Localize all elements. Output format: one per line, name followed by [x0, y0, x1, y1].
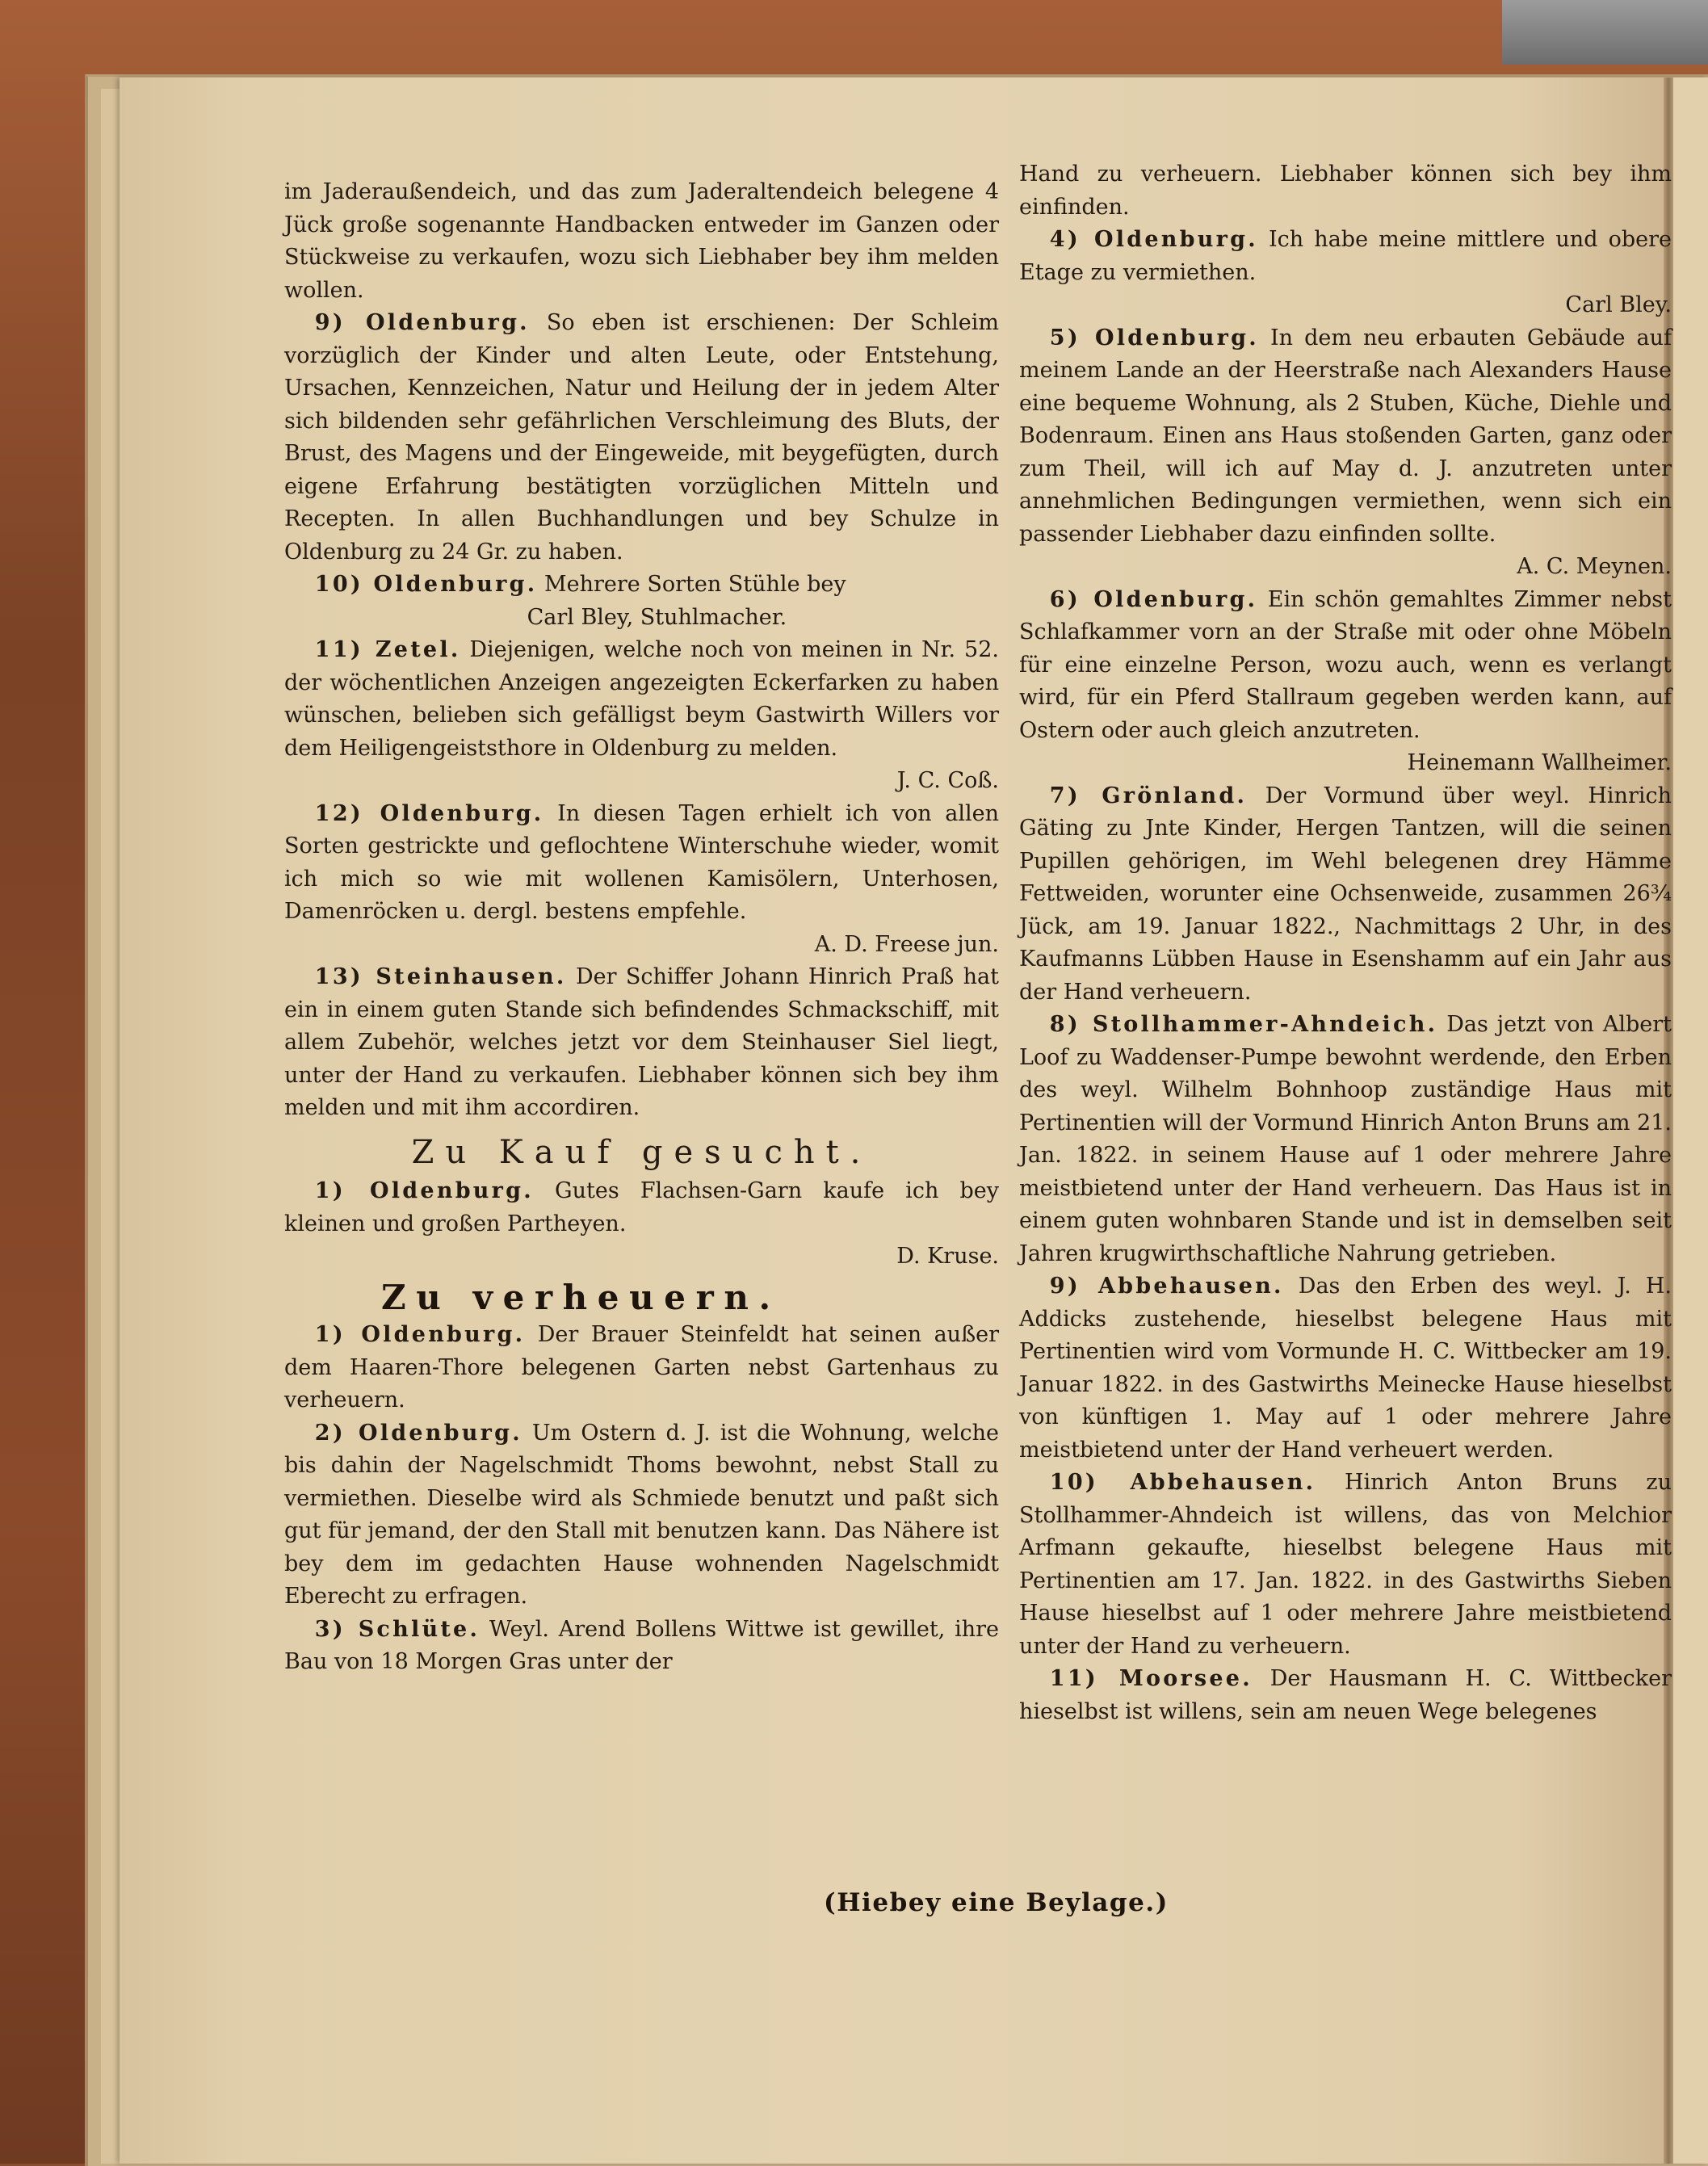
- left-column: [284, 176, 999, 1679]
- advert-paragraph: [1019, 322, 1672, 584]
- advert-text: Das den Erben des weyl. J. H. Addicks zustehende, hieselbst belegene Haus mit Pertinentien wird vom Vormunde H. C. Wittbecker am 19. Januar 1822. in des Gastwirths Meinecke Hause hieselbst von künftigen 1. May auf 1 oder mehrere Jahre meistbietend unter der Hand verheuert werden.: [1019, 1274, 1672, 1463]
- advert-text: Ein schön gemahltes Zimmer nebst Schlafkammer vorn an der Straße mit oder ohne Möbeln für eine einzelne Person, wozu auch, wenn es verlangt wird, für ein Pferd Stallraum gegeben werden kann, auf Ostern oder auch gleich anzutreten.: [1019, 586, 1672, 743]
- advert-text: Hinrich Anton Bruns zu Stollhammer-Ahndeich ist willens, das von Melchior Arfmann gekaufte, hieselbst belegene Haus mit Pertinentien am 17. Jan. 1822. in des Gastwirths Sieben Hause hieselbst auf 1 oder mehrere Jahre meistbietend unter der Hand zu verheuern.: [1019, 1470, 1672, 1659]
- advert-paragraph: [1019, 1663, 1672, 1728]
- advert-text: Um Ostern d. J. ist die Wohnung, welche bis dahin der Nagelschmidt Thoms bewohnt, nebst Stall zu vermiethen. Dieselbe wird als Schmiede benutzt und paßt sich gut für jemand, der den Stall mit benutzen kann. Das Nähere ist bey dem im gedachten Hause wohnenden Nagelschmidt Eberecht zu erfragen.: [284, 1420, 1000, 1609]
- advert-text: So eben ist erschienen: Der Schleim vorzüglich der Kinder und alten Leute, oder Entstehung, Ursachen, Kennzeichen, Natur und Heilung der in jedem Alter sich bildenden sehr gefährlichen Verschleimung des Bluts, der Brust, des Magens und der Eingeweide, mit beygefügten, durch eigene Erfahrung bestätigten vorzüglichen Mitteln und Recepten. In allen Buchhandlungen und bey Schulze in Oldenburg zu 24 Gr. zu haben.: [284, 310, 999, 565]
- advert-place: 9) Oldenburg.: [314, 310, 530, 335]
- advert-paragraph: [284, 307, 999, 569]
- advert-paragraph: [1019, 158, 1672, 224]
- advert-place: 1) Oldenburg.: [314, 1178, 534, 1203]
- advert-text: In dem neu erbauten Gebäude auf meinem Lande an der Heerstraße nach Alexanders Hause eine bequeme Wohnung, als 2 Stuben, Küche, Diehle und Bodenraum. Einen ans Haus stoßenden Garten, ganz oder zum Theil, will ich auf May d. J. anzutreten unter annehmlichen Bedingungen vermiethen, wenn sich ein passender Liebhaber dazu einfinden sollte.: [1019, 325, 1672, 547]
- advert-signature: A. C. Meynen.: [1517, 554, 1672, 579]
- advert-text: im Jaderaußendeich, und das zum Jaderaltendeich belegene 4 Jück große sogenannte Handbacken entweder im Ganzen oder Stückweise zu verkaufen, wozu sich Liebhaber bey ihm melden wollen.: [284, 179, 999, 303]
- advert-place: 3) Schlüte.: [314, 1616, 481, 1642]
- advert-paragraph: [284, 634, 999, 798]
- advert-text: Diejenigen, welche noch von meinen in Nr. 52. der wöchentlichen Anzeigen angezeigten Eckerfarken zu haben wünschen, belieben sich gefälligst beym Gastwirth Willers vor dem Heiligengeiststhore in Oldenburg zu melden.: [284, 637, 999, 761]
- advert-text: Weyl. Arend Bollens Wittwe ist gewillet, ihre Bau von 18 Morgen Gras unter der: [284, 1616, 999, 1674]
- advert-text: Der Schiffer Johann Hinrich Praß hat ein in einem guten Stande sich befindendes Schmackschiff, mit allem Zubehör, welches jetzt vor dem Steinhauser Siel liegt, unter der Hand zu verkaufen. Liebhaber können sich bey ihm melden und mit ihm accordiren.: [284, 964, 999, 1120]
- advert-signature: A. D. Freese jun.: [814, 931, 999, 957]
- section-heading-kauf: Zu Kauf gesucht.: [411, 1133, 872, 1171]
- advert-paragraph: [284, 1175, 999, 1274]
- advert-place: 12) Oldenburg.: [314, 800, 544, 826]
- advert-paragraph: [284, 1417, 999, 1614]
- advert-paragraph: [1019, 584, 1672, 780]
- advert-paragraph: [284, 798, 999, 962]
- advert-paragraph: [284, 1614, 999, 1679]
- advert-signature: D. Kruse.: [896, 1244, 999, 1269]
- advert-paragraph: [1019, 224, 1672, 322]
- advert-paragraph: [284, 569, 999, 634]
- advert-text: Der Hausmann H. C. Wittbecker hieselbst ist willens, sein am neuen Wege belegenes: [1019, 1666, 1672, 1724]
- advert-place: 2) Oldenburg.: [314, 1420, 522, 1446]
- advert-paragraph: [284, 961, 999, 1125]
- advert-text: In diesen Tagen erhielt ich von allen Sorten gestrickte und geflochtene Winterschuhe wieder, womit ich mich so wie mit wollenen Kamisölern, Unterhosen, Damenröcken u. dergl. bestens empfehle.: [284, 800, 999, 924]
- advert-text: Ich habe meine mittlere und obere Etage zu vermiethen.: [1019, 227, 1672, 285]
- facing-page-edge: [1673, 78, 1708, 2164]
- advert-text: Gutes Flachsen-Garn kaufe ich bey kleinen und großen Partheyen.: [284, 1178, 999, 1236]
- advert-place: 5) Oldenburg.: [1049, 325, 1259, 351]
- advert-paragraph: [1019, 1009, 1672, 1270]
- advert-place: 11) Zetel.: [314, 637, 461, 662]
- advert-place: 10) Abbehausen.: [1049, 1470, 1316, 1495]
- advert-signature: Carl Bley, Stuhlmacher.: [527, 604, 787, 630]
- advert-text: Mehrere Sorten Stühle bey: [543, 572, 846, 597]
- advert-paragraph: [1019, 1270, 1672, 1467]
- advert-place: 13) Steinhausen.: [314, 964, 567, 989]
- advert-place: 9) Abbehausen.: [1049, 1274, 1284, 1299]
- advert-paragraph: [284, 176, 999, 307]
- advert-text: Der Vormund über weyl. Hinrich Gäting zu Jnte Kinder, Hergen Tantzen, will die seinen Pupillen gehörigen, im Wehl belegenen drey Hämme Fettweiden, worunter eine Ochsenweide, zusammen 26¾ Jück, am 19. Januar 1822., Nachmittags 2 Uhr, in des Kaufmanns Lübben Hause in Esenshamm auf ein Jahr aus der Hand verheuern.: [1019, 783, 1672, 1005]
- advert-place: 4) Oldenburg.: [1049, 227, 1258, 252]
- advert-text: Hand zu verheuern. Liebhaber können sich bey ihm einfinden.: [1019, 162, 1672, 220]
- advert-signature: Heinemann Wallheimer.: [1407, 750, 1672, 775]
- advert-place: 11) Moorsee.: [1049, 1666, 1253, 1691]
- advert-place: 7) Grönland.: [1049, 783, 1248, 808]
- advert-paragraph: [284, 1319, 999, 1417]
- advert-text: Das jetzt von Albert Loof zu Waddenser-Pumpe bewohnt werdende, den Erben des weyl. Wilhelm Bohnhoop zuständige Haus mit Pertinentien will der Vormund Hinrich Anton Bruns am 21. Jan. 1822. in seinem Hause auf 1 oder mehrere Jahre meistbietend unter der Hand verheuern. Das Haus ist in einem guten wohnbaren Stande und ist in demselben seit Jahren krugwirthschaftliche Nahrung getrieben.: [1019, 1012, 1672, 1266]
- advert-paragraph: [1019, 1467, 1672, 1663]
- section-heading-verheuern: Zu verheuern.: [381, 1277, 781, 1317]
- supplement-note: (Hiebey eine Beylage.): [824, 1888, 1169, 1917]
- advert-signature: Carl Bley.: [1565, 292, 1672, 317]
- advert-paragraph: [1019, 780, 1672, 1010]
- advert-place: 6) Oldenburg.: [1049, 586, 1258, 612]
- right-column: [1019, 158, 1672, 1728]
- advert-signature: J. C. Coß.: [896, 768, 999, 793]
- advert-place: 8) Stollhammer-Ahndeich.: [1049, 1012, 1438, 1037]
- advert-place: 1) Oldenburg.: [314, 1322, 526, 1347]
- advert-text: Der Brauer Steinfeldt hat seinen außer dem Haaren-Thore belegenen Garten nebst Gartenhaus zu verheuern.: [284, 1322, 999, 1413]
- scan-corner: [1502, 0, 1708, 65]
- advert-place: 10) Oldenburg.: [314, 572, 538, 597]
